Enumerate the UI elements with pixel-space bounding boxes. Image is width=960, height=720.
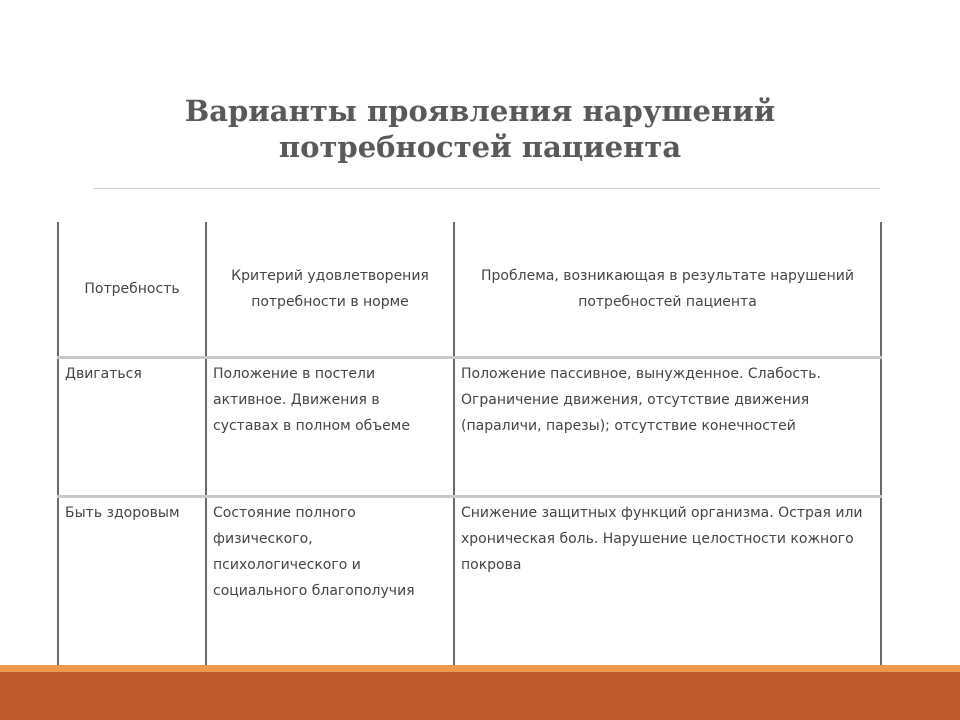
header-problem: Проблема, возникающая в результате нарушений потребностей пациента: [454, 222, 881, 358]
needs-table: [57, 222, 882, 670]
title-divider: [94, 188, 880, 189]
table-row: [58, 497, 881, 671]
footer-accent-bar: [0, 672, 960, 720]
cell-need: Быть здоровым: [58, 497, 206, 671]
header-need: Потребность: [58, 222, 206, 358]
footer-accent-stripe: [0, 665, 960, 672]
cell-criterion: Состояние полного физического, психологического и социального благополучия: [206, 497, 454, 671]
slide-title: Варианты проявления нарушений потребностей пациента: [184, 94, 776, 164]
cell-criterion: Положение в постели активное. Движения в суставах в полном объеме: [206, 358, 454, 497]
header-criterion: Критерий удовлетворения потребности в норме: [206, 222, 454, 358]
footer-accent-band: [0, 665, 960, 720]
cell-need: Двигаться: [58, 358, 206, 497]
cell-problem: Снижение защитных функций организма. Острая или хроническая боль. Нарушение целостности кожного покрова: [454, 497, 881, 671]
cell-problem: Положение пассивное, вынужденное. Слабость. Ограничение движения, отсутствие движения (параличи, парезы); отсутствие конечностей: [454, 358, 881, 497]
table-header-row: [58, 222, 881, 358]
table-row: [58, 358, 881, 497]
